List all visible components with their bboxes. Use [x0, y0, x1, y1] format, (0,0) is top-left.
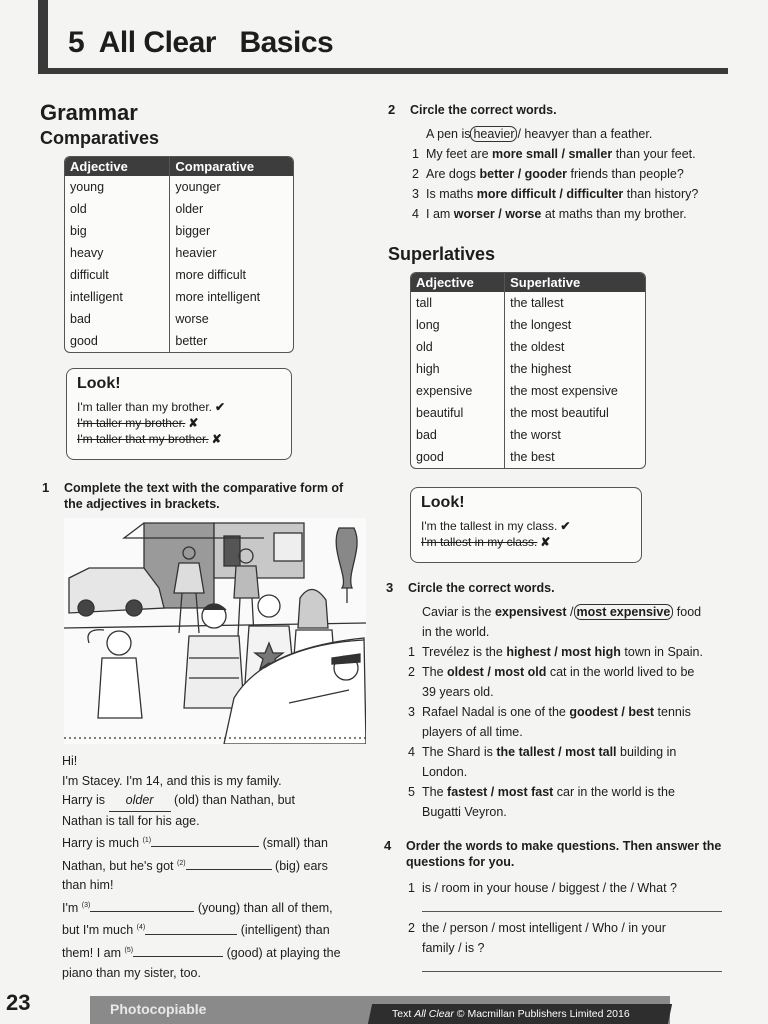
- table-row: [411, 446, 645, 468]
- answer-blank[interactable]: [90, 911, 194, 912]
- superlatives-heading: Superlatives: [388, 244, 496, 264]
- answer-options[interactable]: oldest / most old: [447, 665, 547, 679]
- table-row: [411, 358, 645, 380]
- form-cell: more difficult: [175, 268, 247, 282]
- answer-blank[interactable]: [151, 846, 259, 847]
- table-row: [411, 402, 645, 424]
- circled-answer: heavier: [470, 126, 517, 142]
- form-cell: the best: [510, 450, 555, 464]
- adjective-cell: difficult: [65, 264, 170, 286]
- answer-options[interactable]: worser / worse: [453, 207, 542, 221]
- family-illustration: [64, 518, 366, 744]
- table-row: [411, 336, 645, 358]
- exercise-item: 1 Trevélez is the highest / most high town in Spain.: [408, 645, 703, 659]
- form-cell: bigger: [175, 224, 211, 238]
- table-row: [65, 242, 293, 264]
- answer-options[interactable]: more small / smaller: [492, 147, 613, 161]
- form-cell: the highest: [510, 362, 572, 376]
- answer-blank[interactable]: [145, 934, 237, 935]
- adjective-cell: tall: [411, 292, 505, 314]
- exercise-2: 2 Circle the correct words. A pen is heavier / heavyer than a feather. 1 My feet are more small / smaller than your feet. 2 Are dogs better / gooder friends than people? 3 Is maths more difficult / difficulter than history? 4 I am worser / worse at maths than my brother.: [410, 102, 730, 224]
- exercise-item: 2 Are dogs better / gooder friends than people?: [412, 167, 684, 181]
- answer-options[interactable]: the tallest / most tall: [496, 745, 617, 759]
- look-title: Look!: [77, 375, 121, 392]
- answer-options[interactable]: better / gooder: [479, 167, 568, 181]
- look-title: Look!: [421, 494, 465, 511]
- adjective-cell: beautiful: [411, 402, 505, 424]
- table-header: Superlative: [505, 273, 645, 292]
- form-cell: the tallest: [510, 296, 564, 310]
- table-row: [411, 424, 645, 446]
- adjective-cell: high: [411, 358, 505, 380]
- exercise-number: 1: [42, 480, 50, 495]
- look-example-correct: I'm the tallest in my class. ✔: [421, 519, 571, 533]
- exercise-item: 3 Is maths more difficult / difficulter than history?: [412, 187, 699, 201]
- adjective-cell: old: [411, 336, 505, 358]
- form-cell: older: [175, 202, 204, 216]
- look-example-wrong: I'm taller that my brother. ✘: [77, 432, 222, 446]
- form-cell: heavier: [175, 246, 217, 260]
- tick-icon: ✔: [560, 519, 571, 533]
- exercise-item: 4 The Shard is the tallest / most tall building in London.: [408, 745, 677, 779]
- exercise-4: 4 Order the words to make questions. Then answer the questions for you. 1 is / room in your house / biggest / the / What ? 2 the / person / most intelligent / Who / in your family / is ?: [406, 838, 726, 978]
- answer-options[interactable]: more difficult / difficulter: [476, 187, 624, 201]
- adjective-cell: heavy: [65, 242, 170, 264]
- circled-answer: most expensive: [574, 604, 674, 620]
- exercise-number: 4: [384, 838, 392, 853]
- answer-blank[interactable]: [186, 869, 272, 870]
- exercise-item: 4 I am worser / worse at maths than my brother.: [412, 207, 687, 221]
- answer-options[interactable]: goodest / best: [569, 705, 655, 719]
- look-box-superlatives: [410, 487, 642, 563]
- page-number: 23: [6, 990, 31, 1015]
- answer-line[interactable]: [422, 910, 722, 912]
- table-row: [65, 198, 293, 220]
- table-row: [65, 176, 293, 198]
- exercise-item: 1 My feet are more small / smaller than your feet.: [412, 147, 696, 161]
- exercise-number: 3: [386, 580, 394, 595]
- exercise-item: 1 is / room in your house / biggest / the / What ?: [422, 878, 726, 912]
- exercise-3-example: Caviar is the expensivest / most expensive food in the world.: [422, 605, 702, 639]
- comparatives-table: [64, 156, 294, 353]
- form-cell: the worst: [510, 428, 561, 442]
- answer-options[interactable]: fastest / most fast: [447, 785, 554, 799]
- adjective-cell: bad: [411, 424, 505, 446]
- cross-icon: ✘: [188, 416, 199, 430]
- form-cell: the oldest: [510, 340, 565, 354]
- table-row: [65, 286, 293, 308]
- look-example-wrong: I'm taller my brother. ✘: [77, 416, 199, 430]
- adjective-cell: good: [65, 330, 170, 352]
- table-row: [65, 330, 293, 352]
- table-row: [411, 292, 645, 314]
- family-illustration-image: [64, 518, 366, 744]
- adjective-cell: big: [65, 220, 170, 242]
- look-box-comparatives: [66, 368, 292, 460]
- exercise-1-instruction: 1 Complete the text with the comparative form of the adjectives in brackets.: [42, 480, 344, 511]
- page-title: 5 All Clear Basics: [68, 26, 334, 59]
- form-cell: the most beautiful: [510, 406, 609, 420]
- adjective-cell: expensive: [411, 380, 505, 402]
- answer-blank[interactable]: [133, 956, 223, 957]
- answer-line[interactable]: [422, 970, 722, 972]
- exercise-1-text: Hi! I'm Stacey. I'm 14, and this is my family. Harry is older (old) than Nathan, but Nathan is tall for his age. Harry is much $^{(1)}$ (small) than Nathan, but he's got $^{(2)}$ (big) ears than him! I'm $^{(3)}$ (young) than all of them, but I'm much $^{(4)}$ (intelligent) than them! I am $^{(5)}$ (good) at playing the piano than my sister, too.: [62, 754, 341, 980]
- form-cell: worse: [175, 312, 209, 326]
- header-rule: [38, 68, 728, 74]
- look-example-wrong: I'm tallest in my class. ✘: [421, 535, 551, 549]
- table-row: [411, 314, 645, 336]
- adjective-cell: young: [65, 176, 170, 198]
- exercise-item: 2 The oldest / most old cat in the world lived to be 39 years old.: [408, 665, 695, 699]
- exercise-2-example: A pen is heavier / heavyer than a feather.: [426, 127, 653, 141]
- table-row: [65, 220, 293, 242]
- exercise-item: 3 Rafael Nadal is one of the goodest / best tennis players of all time.: [408, 705, 691, 739]
- form-cell: the longest: [510, 318, 572, 332]
- form-cell: better: [175, 334, 208, 348]
- adjective-cell: old: [65, 198, 170, 220]
- table-row: [411, 380, 645, 402]
- answer-options[interactable]: highest / most high: [506, 645, 621, 659]
- example-answer: older: [109, 791, 171, 812]
- exercise-item: 5 The fastest / most fast car in the world is the Bugatti Veyron.: [408, 785, 675, 819]
- exercise-number: 2: [388, 102, 396, 117]
- form-cell: younger: [175, 180, 221, 194]
- adjective-cell: bad: [65, 308, 170, 330]
- table-header: Adjective: [65, 157, 170, 176]
- adjective-cell: good: [411, 446, 505, 468]
- table-header: Adjective: [411, 273, 505, 292]
- grammar-heading: Grammar: [40, 100, 138, 125]
- form-cell: the most expensive: [510, 384, 618, 398]
- table-row: [65, 264, 293, 286]
- look-example-correct: I'm taller than my brother. ✔: [77, 400, 226, 414]
- table-row: [65, 308, 293, 330]
- copyright: Text All Clear © Macmillan Publishers Limited 2016: [392, 1008, 630, 1020]
- table-header: Comparative: [170, 157, 293, 176]
- adjective-cell: long: [411, 314, 505, 336]
- header-bar: [38, 0, 48, 74]
- tick-icon: ✔: [215, 400, 226, 414]
- form-cell: more intelligent: [175, 290, 261, 304]
- cross-icon: ✘: [211, 432, 222, 446]
- adjective-cell: intelligent: [65, 286, 170, 308]
- cross-icon: ✘: [540, 535, 551, 549]
- superlatives-table: [410, 272, 646, 469]
- exercise-3: 3 Circle the correct words. Caviar is the expensivest / most expensive food in the world. 1 Trevélez is the highest / most high town in Spain. 2 The oldest / most old cat in the world lived to be 39 years old. 3 Rafael Nadal is one of the goodest / best tennis players of all time. 4 The Shard is the tallest / most tall building in London. 5 The fastest / most fast car in the world is the Bugatti Veyron.: [408, 580, 726, 822]
- exercise-item: 2 the / person / most intelligent / Who / in your family / is ?: [422, 918, 726, 972]
- comparatives-heading: Comparatives: [40, 128, 160, 148]
- photocopiable-label: Photocopiable: [110, 1001, 207, 1017]
